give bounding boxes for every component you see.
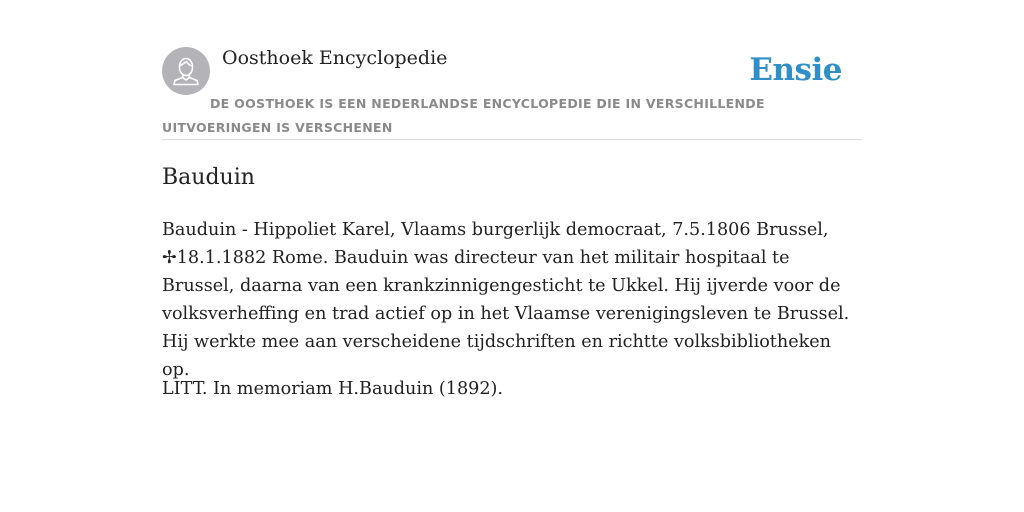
article-title: Bauduin (162, 165, 255, 190)
header-divider (162, 139, 862, 140)
avatar[interactable] (162, 47, 210, 95)
site-name[interactable]: Oosthoek Encyclopedie (222, 47, 448, 69)
article-literature: LITT. In memoriam H.Bauduin (1892). (162, 379, 503, 399)
header (162, 46, 862, 140)
brand-logo[interactable]: Ensie (749, 52, 842, 88)
article-body: Bauduin - Hippoliet Karel, Vlaams burgerlijk democraat, 7.5.1806 Brussel, ✢18.1.1882 Rome. Bauduin was directeur van het militair hospitaal te Brussel, daarna van een krankzinnigengesticht te Ukkel. Hij ijverde voor de volksverheffing en trad actief op in het Vlaamse verenigingsleven te Brussel. Hij werkte mee aan verscheidene tijdschriften en richtte volksbibliotheken op. (162, 220, 850, 380)
site-tagline: DE OOSTHOEK IS EEN NEDERLANDSE ENCYCLOPEDIE DIE IN VERSCHILLENDE UITVOERINGEN IS VERSCHENEN (162, 96, 765, 135)
user-icon (162, 47, 210, 95)
